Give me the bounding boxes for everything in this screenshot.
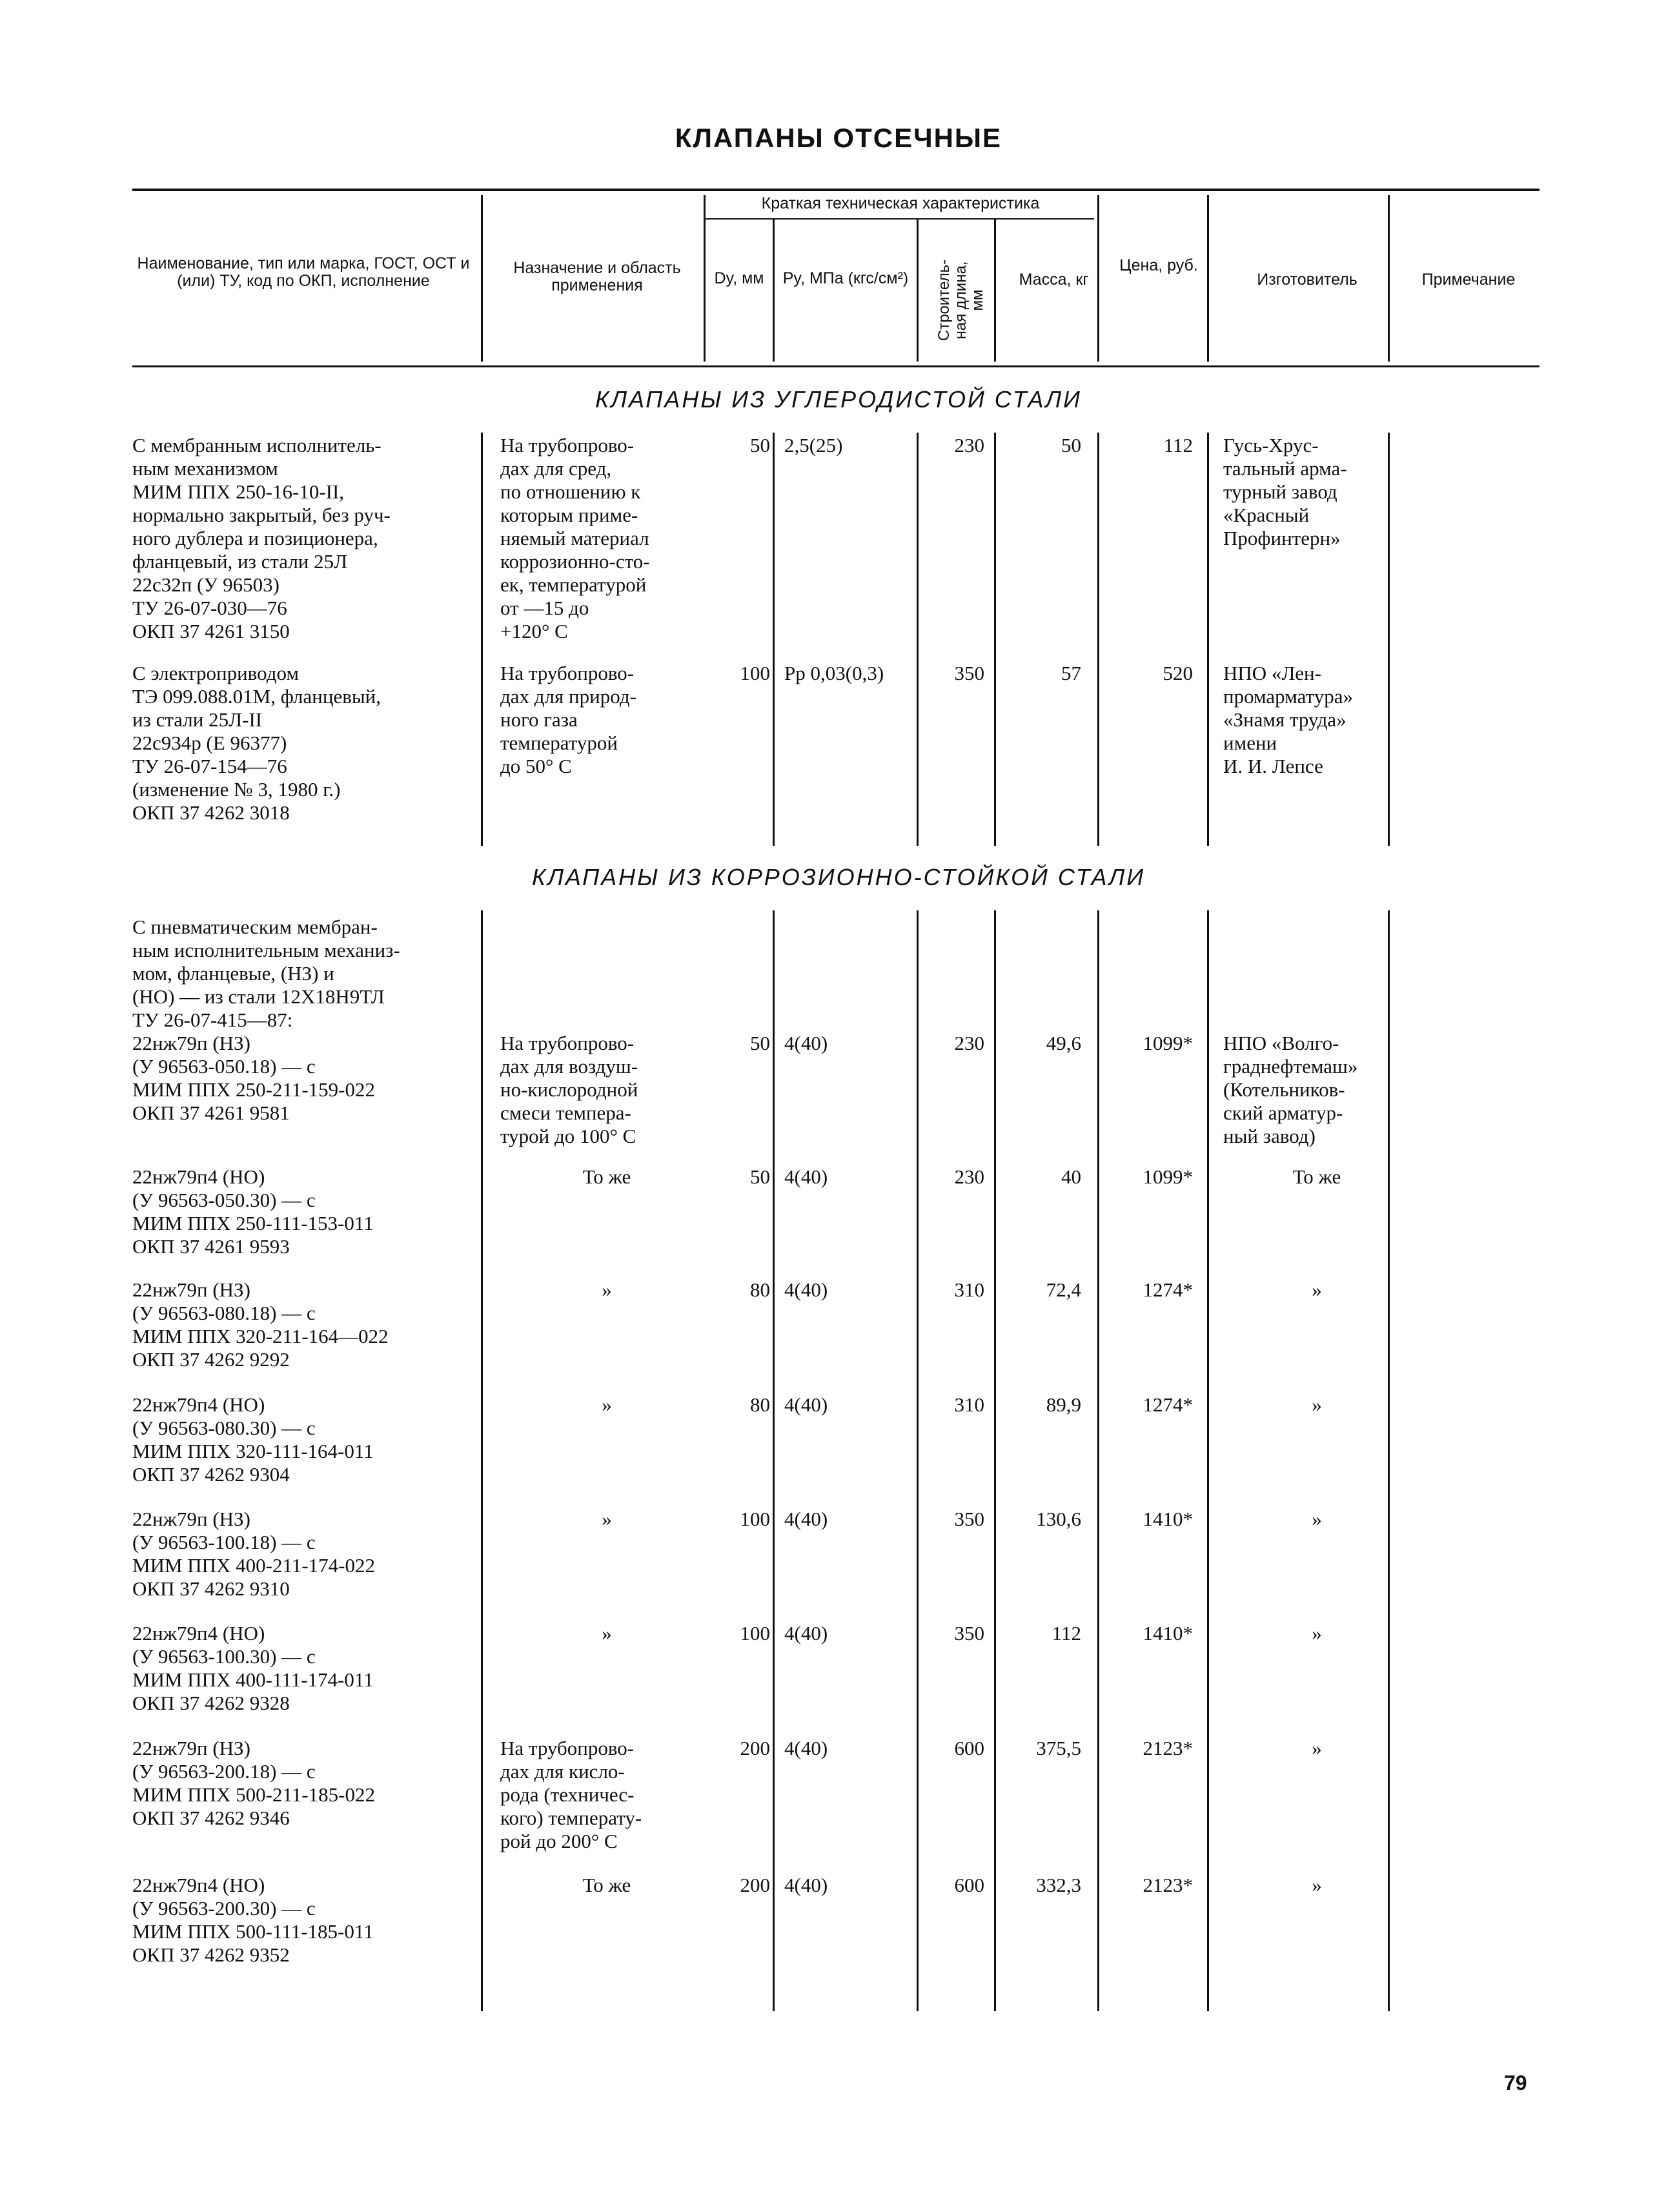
row-pu: 4(40) (784, 1508, 828, 1530)
row-length: 310 (954, 1278, 984, 1301)
row-mass: 49,6 (1046, 1032, 1081, 1054)
section-intro: С пневматическим мембран- ным исполнительным механиз- мом, фланцевые, (НЗ) и (НО) — из стали 12Х18Н9ТЛ ТУ 26-07-415—87: (132, 916, 400, 1031)
row-mass: 130,6 (1036, 1508, 1081, 1530)
row-length: 350 (954, 1622, 984, 1644)
row-pu: Pр 0,03(0,3) (784, 662, 884, 684)
row-price: 1410* (1143, 1508, 1193, 1530)
row-maker: То же (1292, 1165, 1341, 1188)
row-mass: 57 (1061, 662, 1081, 684)
row-price: 1274* (1143, 1278, 1193, 1301)
row-mass: 375,5 (1036, 1737, 1081, 1759)
row-purpose: На трубопрово- дах для сред, по отношению к которым приме- няемый материал коррозионно-сто- ек, температурой от —15 до +120° С (500, 434, 650, 642)
column-divider (481, 910, 483, 2011)
row-purpose: То же (582, 1874, 631, 1896)
row-du: 50 (750, 434, 770, 456)
row-purpose: На трубопрово- дах для воздуш- но-кислородной смеси темпера- турой до 100° С (500, 1032, 638, 1147)
row-name: С мембранным исполнитель- ным механизмом МИМ ППХ 250-16-10-II, нормально закрытый, без руч- ного дублера и позиционера, фланцевый, из стали 25Л 22с32п (У 96503) ТУ 26-07-030—76 ОКП 37 4261 3150 (132, 434, 391, 642)
header-col-divider (994, 220, 996, 362)
row-length: 230 (954, 434, 984, 456)
row-maker: НПО «Лен- промарматура» «Знамя труда» имени И. И. Лепсе (1223, 662, 1353, 777)
row-price: 1410* (1143, 1622, 1193, 1644)
page-number: 79 (1504, 2071, 1527, 2094)
row-purpose: На трубопрово- дах для кисло- рода (техничес- кого) температу- рой до 200° С (500, 1737, 642, 1852)
header-tech: Краткая техническая характеристика (761, 194, 1040, 212)
row-name: 22нж79п (НЗ) (У 96563-050.18) — с МИМ ППХ 250-211-159-022 ОКП 37 4261 9581 (132, 1032, 375, 1124)
row-purpose: » (602, 1278, 612, 1301)
row-purpose: На трубопрово- дах для природ- ного газа температурой до 50° С (500, 662, 636, 777)
column-divider (917, 910, 919, 2011)
row-name: 22нж79п4 (НО) (У 96563-080.30) — с МИМ ППХ 320-111-164-011 ОКП 37 4262 9304 (132, 1393, 374, 1486)
header-col-divider (1097, 195, 1099, 362)
column-divider (1097, 433, 1099, 846)
row-mass: 50 (1061, 434, 1081, 456)
row-mass: 72,4 (1046, 1278, 1081, 1301)
row-maker: Гусь-Хрус- тальный арма- турный завод «Красный Профинтерн» (1223, 434, 1347, 549)
row-maker: » (1312, 1622, 1322, 1644)
row-pu: 4(40) (784, 1165, 828, 1188)
row-du: 100 (740, 662, 770, 684)
header-length: Строитель- ная длина, мм (935, 259, 986, 342)
header-purpose: Назначение и область применения (513, 259, 681, 294)
row-price: 1274* (1143, 1393, 1193, 1416)
row-mass: 332,3 (1036, 1874, 1081, 1896)
row-price: 2123* (1143, 1737, 1193, 1759)
row-length: 350 (954, 1508, 984, 1530)
column-divider (481, 433, 483, 846)
row-price: 2123* (1143, 1874, 1193, 1896)
row-name: 22нж79п (НЗ) (У 96563-100.18) — с МИМ ППХ 400-211-174-022 ОКП 37 4262 9310 (132, 1508, 375, 1600)
row-pu: 4(40) (784, 1278, 828, 1301)
column-divider (994, 910, 996, 2011)
row-length: 310 (954, 1393, 984, 1416)
row-purpose: То же (582, 1165, 631, 1188)
header-col-divider (917, 220, 919, 362)
row-du: 200 (740, 1737, 770, 1759)
row-mass: 112 (1052, 1622, 1081, 1644)
row-maker: » (1312, 1508, 1322, 1530)
header-col-divider (1388, 195, 1390, 362)
row-price: 112 (1163, 434, 1193, 456)
row-length: 350 (954, 662, 984, 684)
row-du: 80 (750, 1393, 770, 1416)
row-price: 520 (1163, 662, 1193, 684)
column-divider (1207, 433, 1209, 846)
row-purpose: » (602, 1393, 612, 1416)
column-divider (994, 433, 996, 846)
row-name: 22нж79п (НЗ) (У 96563-200.18) — с МИМ ППХ 500-211-185-022 ОКП 37 4262 9346 (132, 1737, 375, 1829)
header-price: Цена, руб. (1119, 256, 1198, 274)
column-divider (773, 433, 775, 846)
header-name: Наименование, тип или марка, ГОСТ, ОСТ и (или) ТУ, код по ОКП, исполнение (137, 254, 470, 290)
row-name: 22нж79п (НЗ) (У 96563-080.18) — с МИМ ППХ 320-211-164—022 ОКП 37 4262 9292 (132, 1278, 389, 1371)
header-col-divider (773, 220, 775, 362)
row-pu: 4(40) (784, 1622, 828, 1644)
row-price: 1099* (1143, 1032, 1193, 1054)
row-name: 22нж79п4 (НО) (У 96563-100.30) — с МИМ ППХ 400-111-174-011 ОКП 37 4262 9328 (132, 1622, 374, 1714)
header-note: Примечание (1421, 271, 1516, 289)
row-maker: » (1312, 1874, 1322, 1896)
section-title: КЛАПАНЫ ИЗ КОРРОЗИОННО-СТОЙКОЙ СТАЛИ (532, 864, 1145, 890)
row-mass: 89,9 (1046, 1393, 1081, 1416)
header-maker: Изготовитель (1257, 271, 1357, 289)
row-length: 600 (954, 1737, 984, 1759)
row-name: 22нж79п4 (НО) (У 96563-200.30) — с МИМ ППХ 500-111-185-011 ОКП 37 4262 9352 (132, 1874, 374, 1966)
tech-subheader-rule (704, 218, 1094, 220)
column-divider (917, 433, 919, 846)
header-bottom-rule (132, 365, 1540, 367)
column-divider (773, 910, 775, 2011)
column-divider (1097, 910, 1099, 2011)
row-price: 1099* (1143, 1165, 1193, 1188)
header-col-divider (1207, 195, 1209, 362)
row-pu: 4(40) (784, 1393, 828, 1416)
header-mass: Масса, кг (1019, 271, 1089, 289)
row-purpose: » (602, 1508, 612, 1530)
row-du: 50 (750, 1165, 770, 1188)
row-pu: 4(40) (784, 1032, 828, 1054)
row-name: С электроприводом ТЭ 099.088.01М, фланцевый, из стали 25Л-II 22с934р (Е 96377) ТУ 26-07-154—76 (изменение № 3, 1980 г.) ОКП 37 4262 3018 (132, 662, 381, 824)
column-divider (1207, 910, 1209, 2011)
header-col-divider (704, 195, 706, 362)
row-maker: » (1312, 1393, 1322, 1416)
row-du: 100 (740, 1508, 770, 1530)
row-length: 230 (954, 1165, 984, 1188)
header-pu: Py, МПа (кгс/см²) (782, 269, 909, 287)
row-pu: 4(40) (784, 1737, 828, 1759)
row-mass: 40 (1061, 1165, 1081, 1188)
page-title: КЛАПАНЫ ОТСЕЧНЫЕ (675, 123, 1002, 153)
row-maker: » (1312, 1737, 1322, 1759)
row-length: 600 (954, 1874, 984, 1896)
row-maker: » (1312, 1278, 1322, 1301)
header-top-rule (132, 189, 1540, 191)
row-du: 200 (740, 1874, 770, 1896)
row-pu: 4(40) (784, 1874, 828, 1896)
row-length: 230 (954, 1032, 984, 1054)
row-du: 100 (740, 1622, 770, 1644)
row-du: 80 (750, 1278, 770, 1301)
header-du: Dy, мм (714, 269, 764, 287)
header-col-divider (481, 195, 483, 362)
section-title: КЛАПАНЫ ИЗ УГЛЕРОДИСТОЙ СТАЛИ (595, 386, 1082, 413)
row-du: 50 (750, 1032, 770, 1054)
row-maker: НПО «Волго- граднефтемаш» (Котельников- ский арматур- ный завод) (1223, 1032, 1358, 1147)
row-pu: 2,5(25) (784, 434, 843, 456)
row-name: 22нж79п4 (НО) (У 96563-050.30) — с МИМ ППХ 250-111-153-011 ОКП 37 4261 9593 (132, 1165, 374, 1258)
row-purpose: » (602, 1622, 612, 1644)
